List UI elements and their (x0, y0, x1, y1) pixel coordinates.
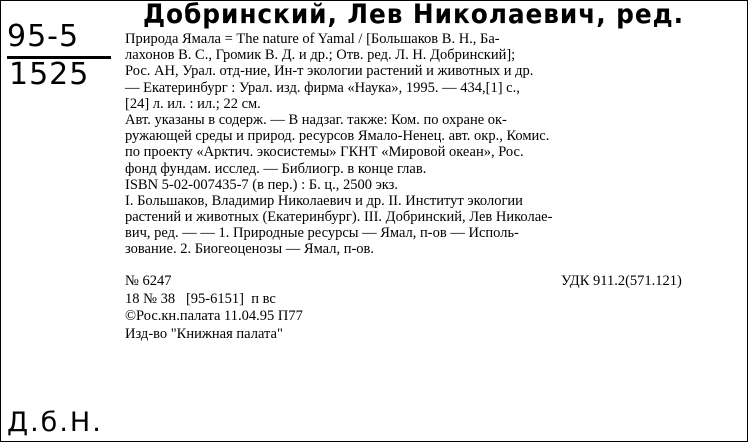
tracing-line: вич, ред. — — 1. Природные ресурсы — Ямал, п-ов — Исполь- (125, 225, 519, 242)
entry-line: Природа Ямала = The nature of Yamal / [Большаков В. Н., Ба- (125, 31, 500, 47)
isbn-line: ISBN 5-02-007435-7 (в пер.) : Б. ц., 2500 экз. (125, 176, 399, 193)
bibliographic-entry (125, 31, 552, 258)
shelf-mark-top: 95-5 (7, 19, 80, 54)
tracing-line: растений и животных (Екатеринбург). III. Добринский, Лев Николае- (125, 209, 553, 226)
card-footer (125, 273, 303, 343)
footer-line: Изд-во "Книжная палата" (125, 325, 283, 342)
tracing-line: I. Большаков, Владимир Николаевич и др. II. Институт экологии (125, 192, 523, 209)
udk-code: УДК 911.2(571.121) (561, 273, 682, 289)
footer-line: ©Рос.кн.палата 11.04.95 П77 (125, 308, 303, 324)
footer-line: 18 № 38 [95-6151] п вс (125, 290, 276, 307)
handwritten-heading: Добринский, Лев Николаевич, ред. (143, 0, 684, 30)
handwritten-initials: Д.б.Н. (7, 407, 103, 438)
note-line: Авт. указаны в содерж. — В надзаг. также: Ком. по охране ок- (125, 111, 507, 128)
shelf-mark-bottom: 1525 (9, 57, 90, 92)
note-line: по проекту «Арктич. экосистемы» ГКНТ «Мировой океан», Рос. (125, 144, 524, 161)
note-line: фонд фундам. исслед. — Библиогр. в конце глав. (125, 160, 427, 177)
note-line: ружающей среды и природ. ресурсов Ямало-Ненец. авт. окр., Комис. (125, 128, 550, 145)
record-number: № 6247 (125, 273, 172, 289)
entry-line: — Екатеринбург : Урал. изд. фирма «Наука», 1995. — 434,[1] с., (125, 79, 520, 96)
entry-line: Рос. АН, Урал. отд-ние, Ин-т экологии растений и животных и др. (125, 63, 534, 80)
entry-line: [24] л. ил. : ил.; 22 см. (125, 95, 261, 112)
entry-line: лахонов В. С., Громик В. Д. и др.; Отв. ред. Л. Н. Добринский]; (125, 47, 516, 64)
tracing-line: зование. 2. Биогеоценозы — Ямал, п-ов. (125, 241, 374, 258)
